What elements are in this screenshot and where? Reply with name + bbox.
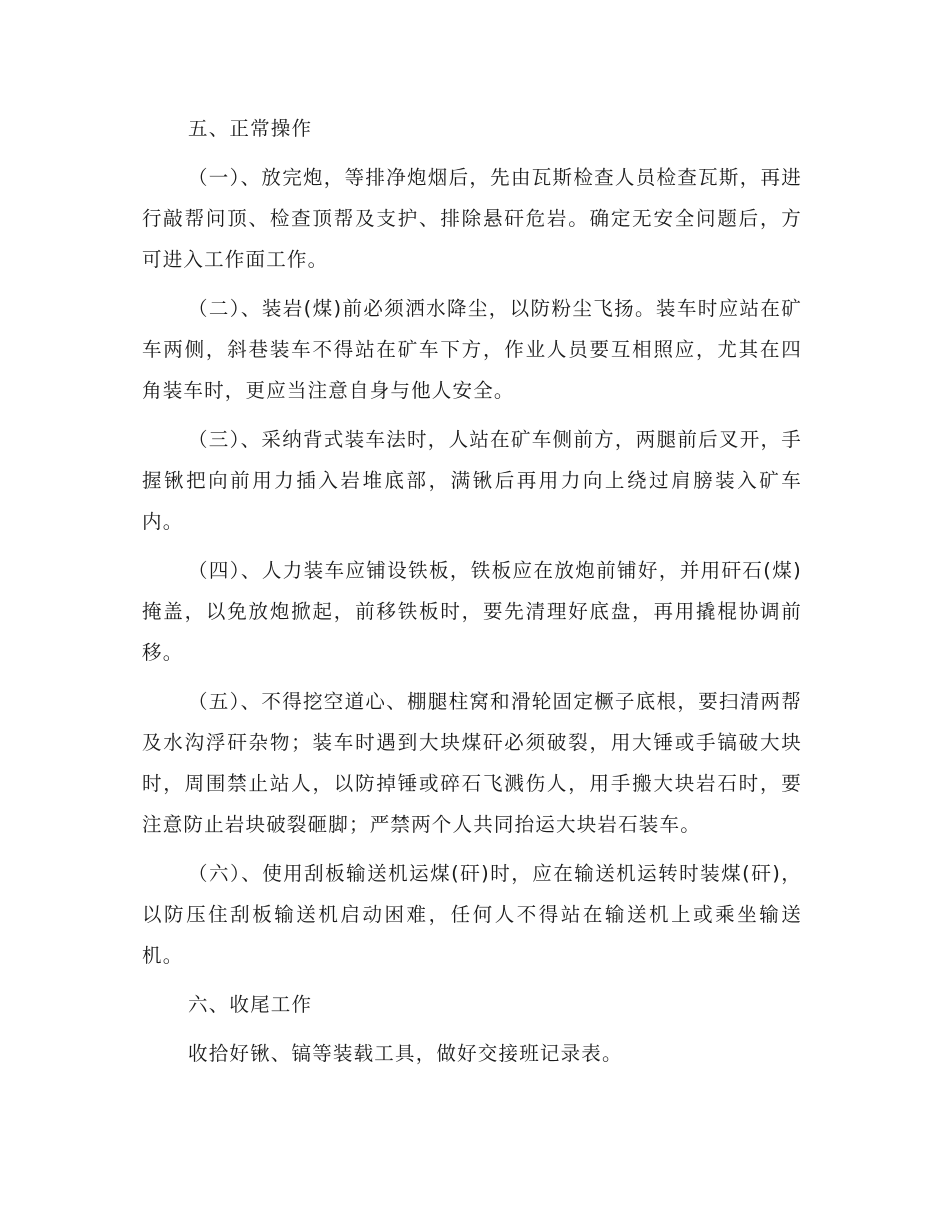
paragraph-item-2: （二）、装岩(煤)前必须洒水降尘，以防粉尘飞扬。装车时应站在矿车两侧，斜巷装车不得站在矿车下方，作业人员要互相照应，尤其在四角装车时，更应当注意自身与他人安全。 (142, 297, 802, 402)
paragraph-item-1: （一）、放完炮，等排净炮烟后，先由瓦斯检查人员检查瓦斯，再进行敲帮问顶、检查顶帮及支护、排除悬矸危岩。确定无安全问题后，方可进入工作面工作。 (142, 166, 802, 271)
section-heading-normal-operation: 五、正常操作 (188, 117, 313, 140)
paragraph-item-6: （六）、使用刮板输送机运煤(矸)时，应在输送机运转时装煤(矸)，以防压住刮板输送机启动困难，任何人不得站在输送机上或乘坐输送机。 (142, 862, 802, 967)
paragraph-item-4: （四）、人力装车应铺设铁板，铁板应在放炮前铺好，并用矸石(煤)掩盖，以免放炮掀起，前移铁板时，要先清理好底盘，再用撬棍协调前移。 (142, 559, 802, 664)
section-heading-finishing-work: 六、收尾工作 (188, 993, 313, 1016)
paragraph-item-5: （五）、不得挖空道心、棚腿柱窝和滑轮固定橛子底根，要扫清两帮及水沟浮矸杂物；装车时遇到大块煤矸必须破裂，用大锤或手镐破大块时，周围禁止站人，以防掉锤或碎石飞溅伤人，用手搬大块岩石时，要注意防止岩块破裂砸脚；严禁两个人共同抬运大块岩石装车。 (142, 690, 802, 836)
document-body (142, 108, 802, 1082)
paragraph-finishing-work: 收拾好锹、镐等装载工具，做好交接班记录表。 (188, 1042, 623, 1065)
paragraph-item-3: （三）、采纳背式装车法时，人站在矿车侧前方，两腿前后叉开，手握锹把向前用力插入岩堆底部，满锹后再用力向上绕过肩膀装入矿车内。 (142, 428, 802, 533)
